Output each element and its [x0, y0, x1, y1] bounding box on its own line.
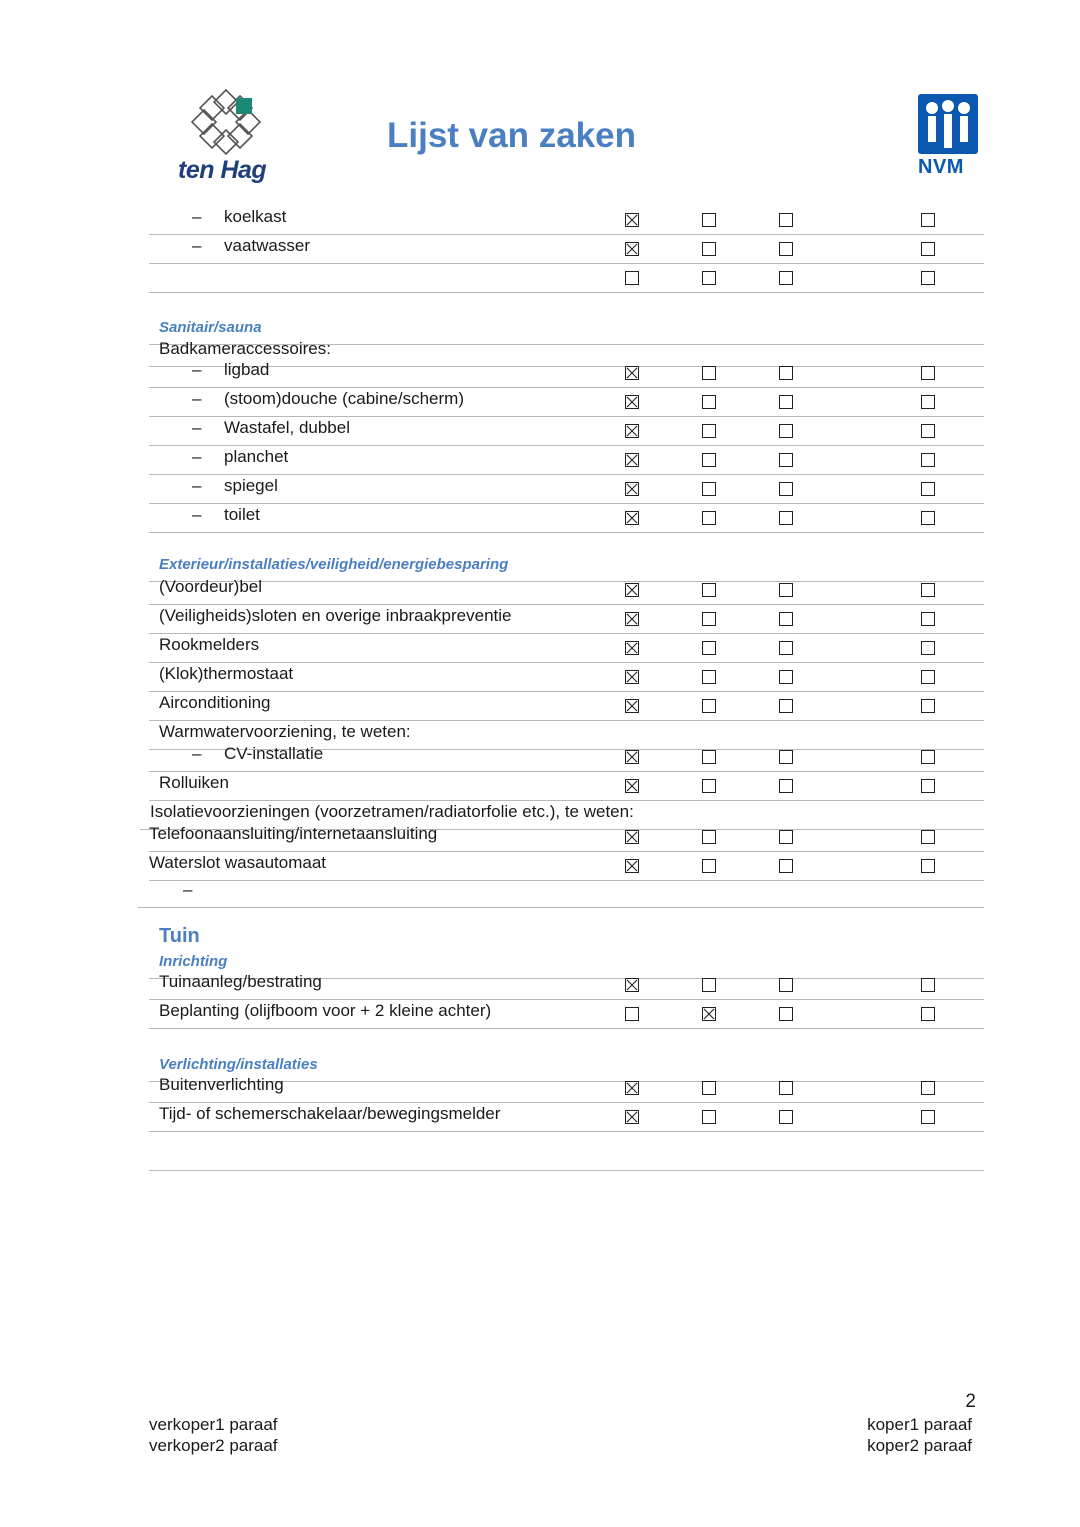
checkbox-checked[interactable]: [625, 1110, 639, 1124]
bullet-dash: –: [192, 505, 202, 524]
item-label: Waterslot wasautomaat: [149, 853, 326, 872]
checkbox-unchecked[interactable]: [779, 750, 793, 764]
checkbox-unchecked[interactable]: [921, 366, 935, 380]
checkbox-unchecked[interactable]: [702, 859, 716, 873]
section-heading: Sanitair/sauna: [159, 319, 262, 336]
checkbox-unchecked[interactable]: [779, 699, 793, 713]
row-divider: [149, 387, 984, 388]
row-divider: [149, 1028, 984, 1029]
item-label: Rolluiken: [159, 773, 229, 792]
checkbox-checked[interactable]: [625, 511, 639, 525]
list-row: [149, 577, 984, 601]
list-row: [149, 207, 984, 231]
checkbox-unchecked[interactable]: [921, 583, 935, 597]
checkbox-unchecked[interactable]: [779, 366, 793, 380]
checkbox-unchecked[interactable]: [779, 583, 793, 597]
checkbox-unchecked[interactable]: [921, 830, 935, 844]
checkbox-unchecked[interactable]: [702, 750, 716, 764]
list-row: [149, 476, 984, 500]
list-row: [149, 744, 984, 768]
checkbox-unchecked[interactable]: [702, 699, 716, 713]
row-divider: [149, 263, 984, 264]
checkbox-checked[interactable]: [625, 830, 639, 844]
row-divider: [149, 771, 984, 772]
checkbox-checked[interactable]: [625, 583, 639, 597]
checkbox-unchecked[interactable]: [921, 750, 935, 764]
row-divider: [149, 691, 984, 692]
item-label: Buitenverlichting: [159, 1075, 284, 1094]
checkbox-unchecked[interactable]: [702, 1081, 716, 1095]
list-row: [149, 505, 984, 529]
item-label: planchet: [224, 447, 289, 466]
checkbox-unchecked[interactable]: [921, 213, 935, 227]
row-divider: [149, 662, 984, 663]
checkbox-unchecked[interactable]: [625, 271, 639, 285]
item-label: Airconditioning: [159, 693, 271, 712]
item-label: (Voordeur)bel: [159, 577, 263, 596]
checkbox-unchecked[interactable]: [921, 511, 935, 525]
checkbox-unchecked[interactable]: [702, 395, 716, 409]
checkbox-unchecked[interactable]: [779, 482, 793, 496]
row-divider: [149, 474, 984, 475]
checkbox-checked[interactable]: [702, 1007, 716, 1021]
checkbox-checked[interactable]: [625, 670, 639, 684]
item-label: Wastafel, dubbel: [224, 418, 350, 437]
checkbox-unchecked[interactable]: [921, 242, 935, 256]
item-label: ligbad: [224, 360, 270, 379]
bullet-dash: –: [192, 207, 202, 226]
item-label: toilet: [224, 505, 260, 524]
list-row: [149, 925, 984, 953]
checkbox-unchecked[interactable]: [779, 1110, 793, 1124]
checkbox-checked[interactable]: [625, 779, 639, 793]
checkbox-unchecked[interactable]: [921, 641, 935, 655]
logo-left-text: ten Hag: [178, 156, 267, 184]
list-row: [149, 1143, 984, 1167]
row-divider: [149, 532, 984, 533]
buyer2-initials-label: koper2 paraaf: [867, 1436, 972, 1455]
footer-seller-initials: [149, 1414, 278, 1456]
checkbox-checked[interactable]: [625, 424, 639, 438]
checkbox-unchecked[interactable]: [702, 213, 716, 227]
item-label: Badkameraccessoires:: [159, 339, 331, 358]
item-label: CV-installatie: [224, 744, 324, 763]
checkbox-unchecked[interactable]: [779, 511, 793, 525]
checkbox-unchecked[interactable]: [779, 213, 793, 227]
section-heading: Exterieur/installaties/veiligheid/energiebesparing: [159, 556, 509, 573]
logo-right-text: NVM: [918, 156, 964, 178]
list-row: [149, 447, 984, 471]
bullet-dash: –: [192, 418, 202, 437]
checkbox-unchecked[interactable]: [779, 641, 793, 655]
checkbox-checked[interactable]: [625, 395, 639, 409]
checkbox-unchecked[interactable]: [921, 424, 935, 438]
list-row: [149, 664, 984, 688]
bullet-dash: –: [192, 360, 202, 379]
item-label: koelkast: [224, 207, 287, 226]
checkbox-unchecked[interactable]: [921, 482, 935, 496]
page-title: Lijst van zaken: [387, 116, 636, 155]
list-row: [149, 853, 984, 877]
checkbox-checked[interactable]: [625, 641, 639, 655]
checkbox-unchecked[interactable]: [779, 242, 793, 256]
checkbox-unchecked[interactable]: [702, 511, 716, 525]
row-divider: [149, 999, 984, 1000]
checkbox-unchecked[interactable]: [921, 271, 935, 285]
list-row: [149, 236, 984, 260]
list-row: [149, 317, 984, 341]
checkbox-unchecked[interactable]: [702, 1110, 716, 1124]
row-divider: [149, 1170, 984, 1171]
bullet-dash: –: [192, 476, 202, 495]
checkbox-checked[interactable]: [625, 699, 639, 713]
list-row: [149, 265, 984, 289]
list-row: [149, 1075, 984, 1099]
row-divider: [149, 1102, 984, 1103]
bullet-dash: –: [192, 744, 202, 763]
item-label: Telefoonaansluiting/internetaansluiting: [149, 824, 438, 843]
checkbox-unchecked[interactable]: [702, 779, 716, 793]
checkbox-unchecked[interactable]: [779, 859, 793, 873]
checkbox-unchecked[interactable]: [921, 1007, 935, 1021]
checkbox-unchecked[interactable]: [779, 271, 793, 285]
checkbox-unchecked[interactable]: [921, 978, 935, 992]
checkbox-checked[interactable]: [625, 366, 639, 380]
item-label: vaatwasser: [224, 236, 310, 255]
checkbox-checked[interactable]: [625, 213, 639, 227]
list-row: [149, 1001, 984, 1025]
row-divider: [149, 292, 984, 293]
section-heading: Inrichting: [159, 953, 228, 970]
item-label: Rookmelders: [159, 635, 260, 654]
row-divider: [149, 234, 984, 235]
list-row: [149, 693, 984, 717]
checkbox-checked[interactable]: [625, 482, 639, 496]
list-row: [149, 360, 984, 384]
checkbox-unchecked[interactable]: [921, 699, 935, 713]
item-label: Tijd- of schemerschakelaar/bewegingsmelder: [159, 1104, 501, 1123]
checkbox-checked[interactable]: [625, 978, 639, 992]
row-divider: [138, 907, 984, 908]
checkbox-unchecked[interactable]: [779, 1007, 793, 1021]
seller2-initials-label: verkoper2 paraaf: [149, 1436, 278, 1455]
checkbox-checked[interactable]: [625, 750, 639, 764]
bullet-dash: –: [192, 389, 202, 408]
checkbox-unchecked[interactable]: [702, 482, 716, 496]
checkbox-unchecked[interactable]: [921, 1081, 935, 1095]
checkbox-unchecked[interactable]: [702, 670, 716, 684]
checkbox-unchecked[interactable]: [625, 1007, 639, 1021]
list-row: [149, 972, 984, 996]
checkbox-unchecked[interactable]: [702, 424, 716, 438]
checkbox-unchecked[interactable]: [702, 453, 716, 467]
row-divider: [149, 416, 984, 417]
checkbox-checked[interactable]: [625, 242, 639, 256]
item-label: Warmwatervoorziening, te weten:: [159, 722, 411, 741]
list-row: [149, 635, 984, 659]
checkbox-unchecked[interactable]: [779, 978, 793, 992]
checkbox-unchecked[interactable]: [702, 612, 716, 626]
list-row: [149, 606, 984, 630]
footer-buyer-initials: [867, 1414, 972, 1456]
checkbox-unchecked[interactable]: [779, 1081, 793, 1095]
checkbox-checked[interactable]: [625, 859, 639, 873]
checkbox-unchecked[interactable]: [921, 859, 935, 873]
item-label: (Klok)thermostaat: [159, 664, 294, 683]
checkbox-unchecked[interactable]: [921, 395, 935, 409]
list-row: [149, 1104, 984, 1128]
checkbox-unchecked[interactable]: [779, 424, 793, 438]
item-label: (stoom)douche (cabine/scherm): [224, 389, 464, 408]
bullet-dash: –: [192, 236, 202, 255]
row-divider: [149, 604, 984, 605]
list-row: [149, 824, 984, 848]
checkbox-unchecked[interactable]: [702, 366, 716, 380]
checkbox-checked[interactable]: [625, 453, 639, 467]
bullet-dash: –: [183, 880, 193, 899]
checkbox-unchecked[interactable]: [921, 612, 935, 626]
checkbox-unchecked[interactable]: [779, 830, 793, 844]
checkbox-unchecked[interactable]: [921, 453, 935, 467]
item-label: Beplanting (olijfboom voor + 2 kleine achter): [159, 1001, 492, 1020]
checkbox-unchecked[interactable]: [921, 1110, 935, 1124]
checkbox-unchecked[interactable]: [779, 395, 793, 409]
checkbox-unchecked[interactable]: [779, 779, 793, 793]
list-row: [138, 880, 984, 904]
row-divider: [149, 851, 984, 852]
row-divider: [149, 633, 984, 634]
item-label: Isolatievoorzieningen (voorzetramen/radiatorfolie etc.), te weten:: [150, 802, 634, 821]
row-divider: [149, 800, 984, 801]
section-heading: Verlichting/installaties: [159, 1056, 318, 1073]
row-divider: [149, 503, 984, 504]
checkbox-unchecked[interactable]: [779, 453, 793, 467]
list-row: [149, 389, 984, 413]
page-number: 2: [965, 1391, 976, 1412]
bullet-dash: –: [192, 447, 202, 466]
checkbox-unchecked[interactable]: [921, 779, 935, 793]
row-divider: [149, 720, 984, 721]
checkbox-unchecked[interactable]: [702, 641, 716, 655]
checkbox-unchecked[interactable]: [921, 670, 935, 684]
checkbox-unchecked[interactable]: [702, 271, 716, 285]
checkbox-unchecked[interactable]: [702, 242, 716, 256]
buyer1-initials-label: koper1 paraaf: [867, 1415, 972, 1434]
checkbox-checked[interactable]: [625, 612, 639, 626]
item-label: Tuinaanleg/bestrating: [159, 972, 322, 991]
list-row: [149, 418, 984, 442]
checkbox-checked[interactable]: [625, 1081, 639, 1095]
list-row: [149, 773, 984, 797]
group-heading: Tuin: [159, 925, 200, 947]
item-label: spiegel: [224, 476, 278, 495]
checkbox-unchecked[interactable]: [779, 612, 793, 626]
checkbox-unchecked[interactable]: [702, 978, 716, 992]
checkbox-unchecked[interactable]: [702, 583, 716, 597]
checkbox-unchecked[interactable]: [779, 670, 793, 684]
checkbox-unchecked[interactable]: [702, 830, 716, 844]
list-row: [149, 722, 984, 746]
seller1-initials-label: verkoper1 paraaf: [149, 1415, 278, 1434]
row-divider: [149, 1131, 984, 1132]
list-row: [149, 554, 984, 578]
row-divider: [149, 445, 984, 446]
list-row: [140, 802, 984, 826]
item-label: (Veiligheids)sloten en overige inbraakpreventie: [159, 606, 512, 625]
